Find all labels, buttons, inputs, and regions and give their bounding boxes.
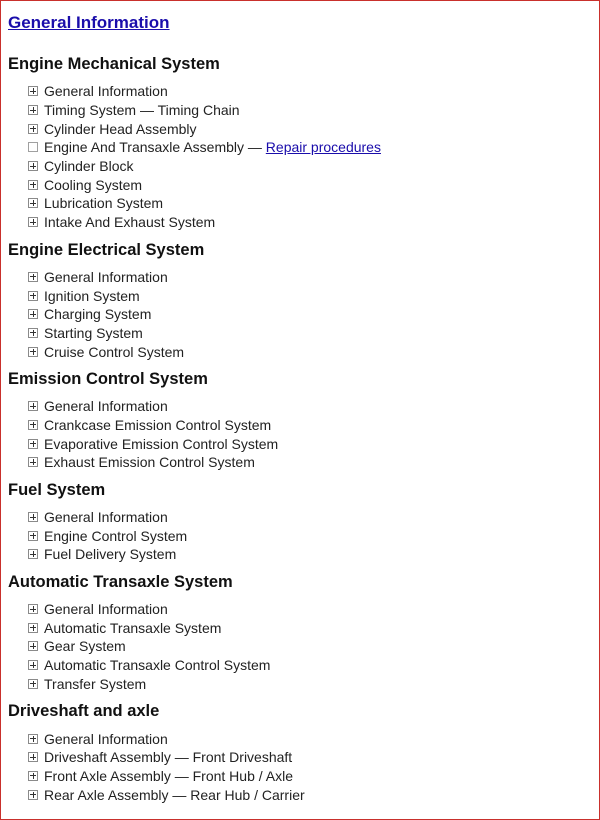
item-label: General Information: [44, 83, 168, 100]
item-label: Driveshaft Assembly — Front Driveshaft: [44, 749, 293, 766]
item-label: Front Axle Assembly — Front Hub / Axle: [44, 767, 293, 784]
expand-plus-icon[interactable]: [28, 347, 38, 357]
item-label: Engine And Transaxle Assembly —: [44, 139, 266, 156]
section-engine-electrical: [8, 239, 599, 361]
item-label: Lubrication System: [44, 195, 164, 212]
expand-plus-icon[interactable]: [28, 272, 38, 282]
list-item[interactable]: [28, 324, 599, 343]
item-label: Fuel Delivery System: [44, 546, 177, 563]
expand-plus-icon[interactable]: [28, 512, 38, 522]
list-item[interactable]: [28, 342, 599, 361]
item-label: General Information: [44, 268, 168, 285]
list-item[interactable]: [28, 268, 599, 287]
general-information-link[interactable]: General Information: [8, 13, 170, 32]
item-label: Exhaust Emission Control System: [44, 454, 255, 471]
expand-plus-icon[interactable]: [28, 604, 38, 614]
item-label: Rear Axle Assembly — Rear Hub / Carrier: [44, 786, 305, 803]
list-item[interactable]: [28, 397, 599, 416]
list-item[interactable]: [28, 767, 599, 786]
list-item[interactable]: [28, 194, 599, 213]
expand-plus-icon[interactable]: [28, 217, 38, 227]
list-item[interactable]: [28, 675, 599, 694]
list-item[interactable]: [28, 138, 599, 157]
item-label: Crankcase Emission Control System: [44, 416, 272, 433]
section-item-list: [8, 600, 599, 693]
section-title: Driveshaft and axle: [8, 702, 160, 721]
list-item[interactable]: [28, 82, 599, 101]
item-label: Intake And Exhaust System: [44, 214, 216, 231]
list-item[interactable]: [28, 286, 599, 305]
expand-plus-icon[interactable]: [28, 734, 38, 744]
list-item[interactable]: [28, 656, 599, 675]
item-label: Cooling System: [44, 176, 143, 193]
expand-plus-icon[interactable]: [28, 660, 38, 670]
expand-plus-icon[interactable]: [28, 180, 38, 190]
section-title: Fuel System: [8, 480, 106, 499]
section-item-list: [8, 729, 599, 804]
section-item-list: [8, 82, 599, 232]
expand-plus-icon[interactable]: [28, 641, 38, 651]
item-label: Starting System: [44, 324, 143, 341]
list-item[interactable]: [28, 434, 599, 453]
expand-plus-icon[interactable]: [28, 679, 38, 689]
section-item-list: [8, 397, 599, 472]
expand-plus-icon[interactable]: [28, 161, 38, 171]
expand-plus-icon[interactable]: [28, 309, 38, 319]
expand-plus-icon[interactable]: [28, 790, 38, 800]
expand-plus-icon[interactable]: [28, 198, 38, 208]
section-engine-mechanical: [8, 53, 599, 232]
list-item[interactable]: [28, 600, 599, 619]
section-item-list: [8, 268, 599, 361]
expand-plus-icon[interactable]: [28, 401, 38, 411]
section-title: Engine Mechanical System: [8, 55, 220, 73]
leaf-square-icon: [28, 142, 38, 152]
expand-plus-icon[interactable]: [28, 439, 38, 449]
item-label: General Information: [44, 730, 168, 747]
expand-plus-icon[interactable]: [28, 328, 38, 338]
list-item[interactable]: [28, 175, 599, 194]
item-label: General Information: [44, 601, 168, 618]
list-item[interactable]: [28, 416, 599, 435]
item-label: Charging System: [44, 306, 152, 323]
section-driveshaft-axle: [8, 700, 599, 804]
list-item[interactable]: [28, 101, 599, 120]
expand-plus-icon[interactable]: [28, 420, 38, 430]
list-item[interactable]: [28, 637, 599, 656]
expand-plus-icon[interactable]: [28, 86, 38, 96]
list-item[interactable]: [28, 618, 599, 637]
list-item[interactable]: [28, 453, 599, 472]
expand-plus-icon[interactable]: [28, 457, 38, 467]
item-label: Transfer System: [44, 675, 147, 692]
repair-procedures-link[interactable]: Repair procedures: [265, 139, 381, 156]
section-title: Automatic Transaxle System: [8, 572, 233, 591]
expand-plus-icon[interactable]: [28, 549, 38, 559]
list-item[interactable]: [28, 119, 599, 138]
item-label: Cylinder Head Assembly: [44, 120, 197, 137]
list-item[interactable]: [28, 157, 599, 176]
item-label: Cruise Control System: [44, 343, 185, 360]
item-label: Gear System: [44, 638, 126, 655]
expand-plus-icon[interactable]: [28, 623, 38, 633]
list-item[interactable]: [28, 748, 599, 767]
list-item[interactable]: [28, 508, 599, 527]
expand-plus-icon[interactable]: [28, 752, 38, 762]
expand-plus-icon[interactable]: [28, 124, 38, 134]
list-item[interactable]: [28, 545, 599, 564]
section-title: Emission Control System: [8, 369, 208, 388]
item-label: General Information: [44, 398, 168, 415]
item-label: Ignition System: [44, 287, 140, 304]
item-label: General Information: [44, 509, 168, 526]
section-title: Engine Electrical System: [8, 240, 205, 259]
item-label: Automatic Transaxle Control System: [44, 657, 271, 674]
item-label: Automatic Transaxle System: [44, 619, 222, 636]
list-item[interactable]: [28, 729, 599, 748]
item-label: Timing System — Timing Chain: [44, 102, 240, 119]
section-item-list: [8, 508, 599, 564]
expand-plus-icon[interactable]: [28, 531, 38, 541]
expand-plus-icon[interactable]: [28, 105, 38, 115]
item-label: Evaporative Emission Control System: [44, 435, 279, 452]
list-item[interactable]: [28, 526, 599, 545]
section-emission-control: [8, 368, 599, 472]
item-label: Engine Control System: [44, 527, 188, 544]
list-item[interactable]: [28, 305, 599, 324]
expand-plus-icon[interactable]: [28, 771, 38, 781]
expand-plus-icon[interactable]: [28, 291, 38, 301]
content-area: [1, 1, 599, 804]
list-item[interactable]: [28, 213, 599, 232]
section-automatic-transaxle: [8, 571, 599, 693]
section-fuel-system: [8, 479, 599, 564]
list-item[interactable]: [28, 785, 599, 804]
item-label: Cylinder Block: [44, 158, 134, 175]
